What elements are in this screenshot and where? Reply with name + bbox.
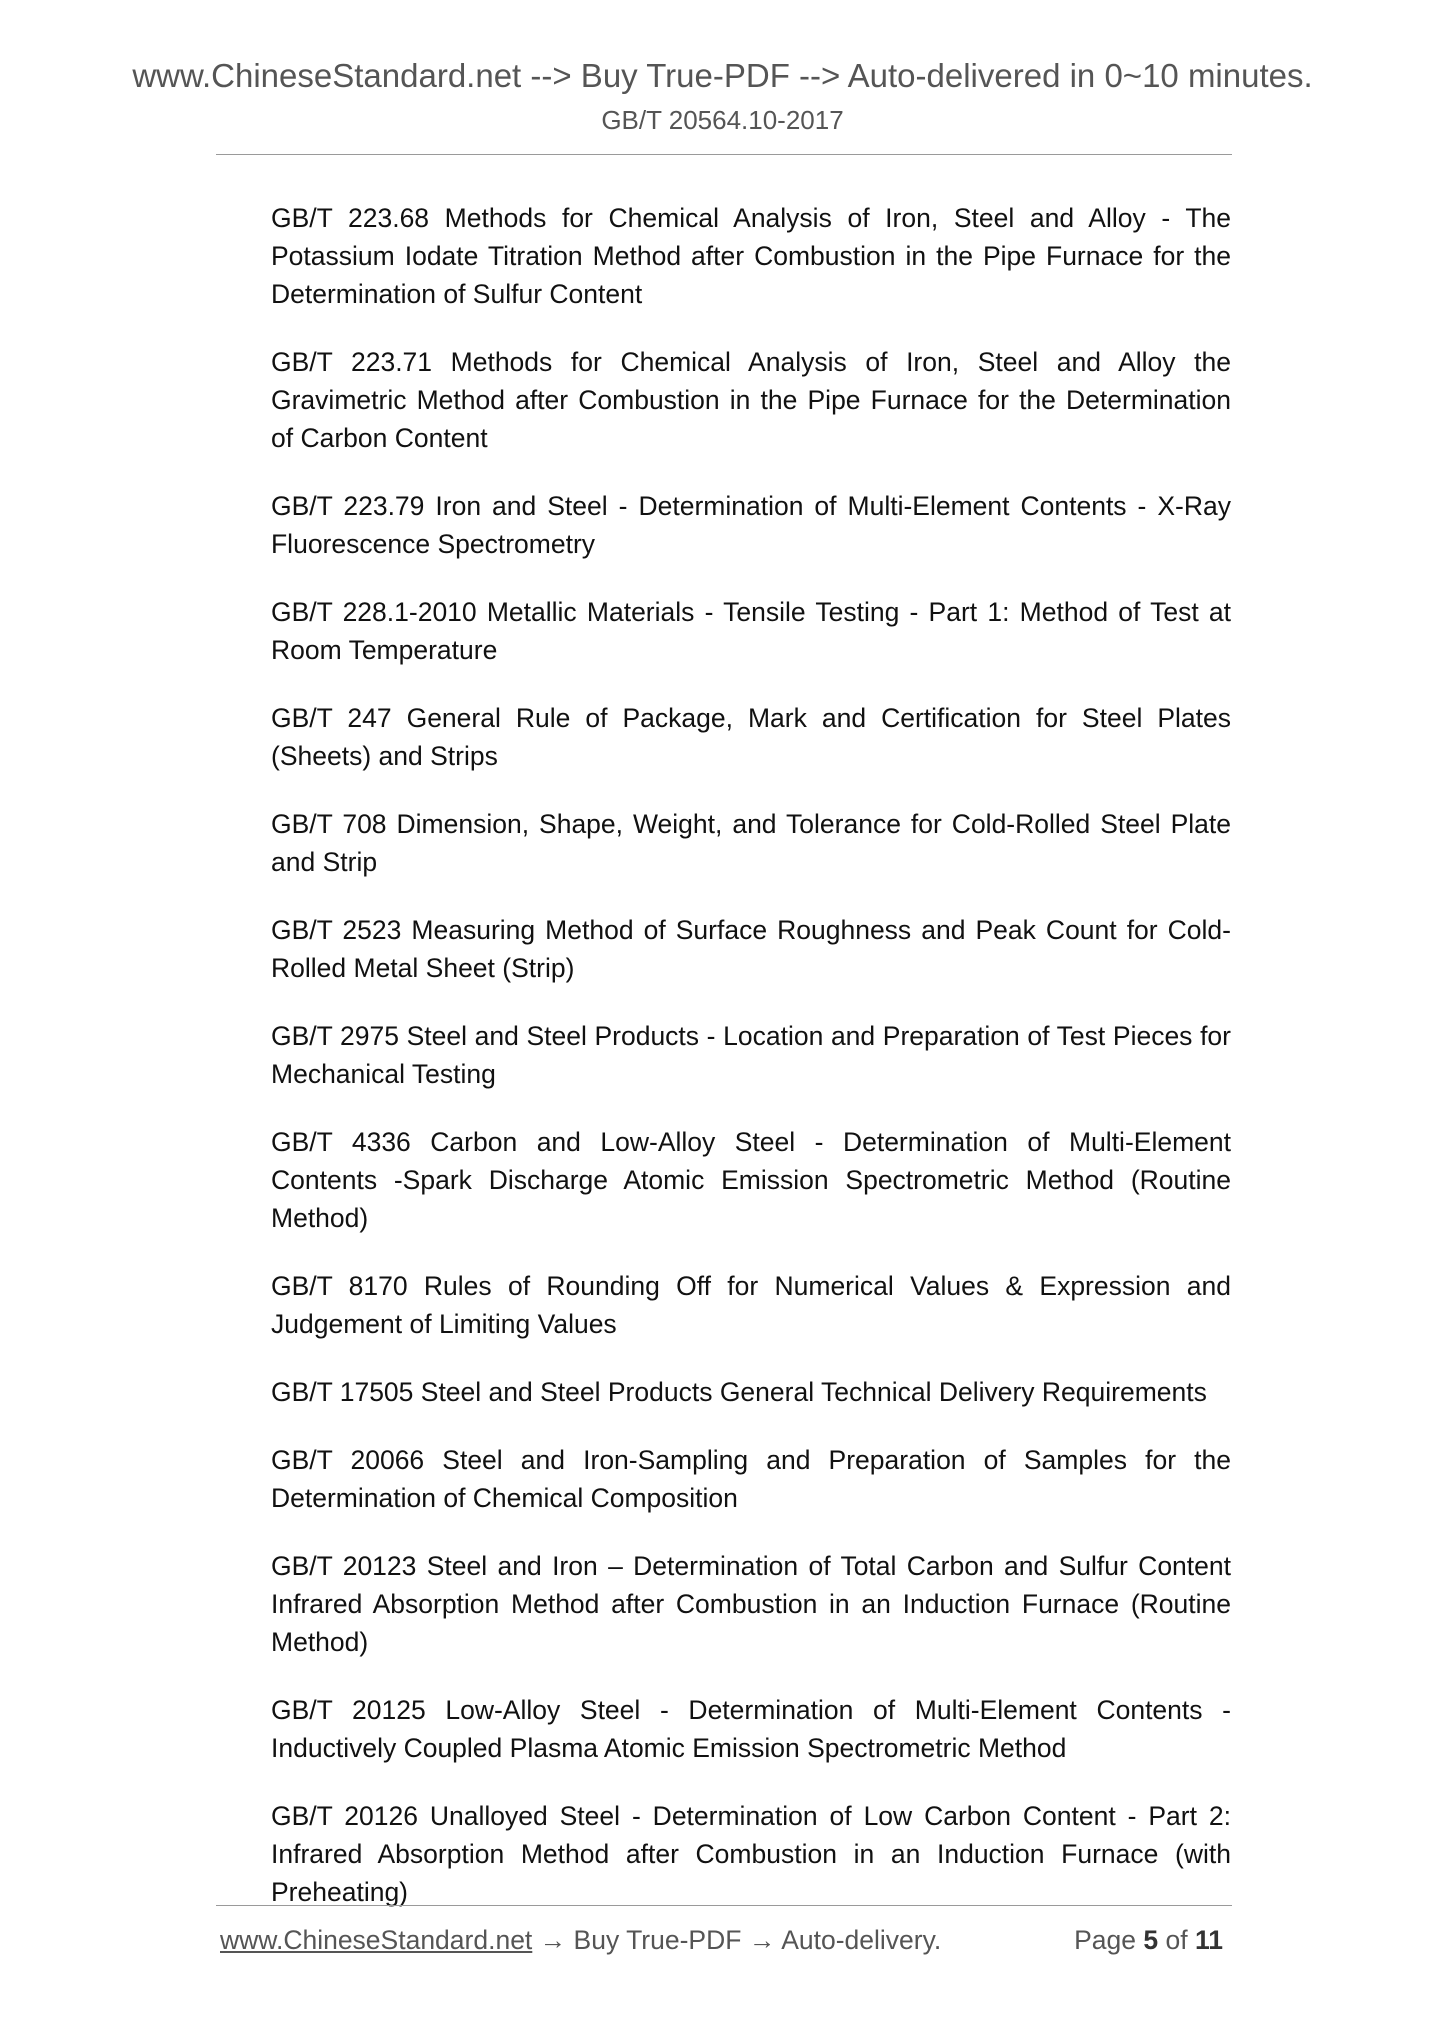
header-divider [216, 154, 1232, 155]
document-code: GB/T 20564.10-2017 [601, 105, 844, 135]
reference-item: GB/T 708 Dimension, Shape, Weight, and Tolerance for Cold-Rolled Steel Plate and Strip [271, 809, 1231, 877]
reference-item: GB/T 2975 Steel and Steel Products - Location and Preparation of Test Pieces for Mechanical Testing [271, 1021, 1231, 1089]
reference-item: GB/T 20125 Low-Alloy Steel - Determination of Multi-Element Contents - Inductively Coupled Plasma Atomic Emission Spectrometric Method [271, 1695, 1231, 1763]
reference-item: GB/T 223.71 Methods for Chemical Analysis of Iron, Steel and Alloy the Gravimetric Method after Combustion in the Pipe Furnace for the Determination of Carbon Content [271, 347, 1231, 453]
normative-references-list [271, 199, 1231, 1941]
reference-item: GB/T 8170 Rules of Rounding Off for Numerical Values & Expression and Judgement of Limiting Values [271, 1271, 1231, 1339]
page-label: Page [1074, 1925, 1136, 1955]
reference-item: GB/T 247 General Rule of Package, Mark and Certification for Steel Plates (Sheets) and Strips [271, 703, 1231, 771]
total-pages: 11 [1194, 1925, 1223, 1955]
page-indicator [1074, 1922, 1223, 1958]
footer-divider [216, 1905, 1232, 1906]
reference-item: GB/T 228.1-2010 Metallic Materials - Tensile Testing - Part 1: Method of Test at Room Temperature [271, 597, 1231, 665]
reference-item: GB/T 223.79 Iron and Steel - Determination of Multi-Element Contents - X-Ray Fluorescence Spectrometry [271, 491, 1231, 559]
reference-item: GB/T 17505 Steel and Steel Products General Technical Delivery Requirements [271, 1377, 1207, 1407]
reference-item: GB/T 20123 Steel and Iron – Determination of Total Carbon and Sulfur Content Infrared Absorption Method after Combustion in an Induction Furnace (Routine Method) [271, 1551, 1231, 1657]
buy-true-pdf-text: Buy True-PDF [573, 1925, 742, 1955]
reference-item: GB/T 2523 Measuring Method of Surface Roughness and Peak Count for Cold-Rolled Metal Sheet (Strip) [271, 915, 1231, 983]
reference-item: GB/T 4336 Carbon and Low-Alloy Steel - Determination of Multi-Element Contents -Spark Discharge Atomic Emission Spectrometric Method (Routine Method) [271, 1127, 1231, 1233]
reference-item: GB/T 20126 Unalloyed Steel - Determination of Low Carbon Content - Part 2: Infrared Absorption Method after Combustion in an Induction Furnace (with Preheating) [271, 1801, 1231, 1907]
arrow-right-icon: → [748, 1925, 776, 1955]
footer-links [220, 1922, 941, 1958]
arrow-right-icon: → [539, 1925, 567, 1955]
site-link[interactable]: www.ChineseStandard.net [220, 1925, 533, 1955]
auto-delivery-text: Auto-delivery. [781, 1925, 942, 1955]
page-number: 5 [1143, 1925, 1159, 1955]
reference-item: GB/T 20066 Steel and Iron-Sampling and Preparation of Samples for the Determination of Chemical Composition [271, 1445, 1231, 1513]
of-label: of [1165, 1925, 1188, 1955]
header-site-banner: www.ChineseStandard.net --> Buy True-PDF --> Auto-delivered in 0~10 minutes. [132, 57, 1313, 94]
reference-item: GB/T 223.68 Methods for Chemical Analysis of Iron, Steel and Alloy - The Potassium Iodate Titration Method after Combustion in the Pipe Furnace for the Determination of Sulfur Content [271, 203, 1231, 309]
